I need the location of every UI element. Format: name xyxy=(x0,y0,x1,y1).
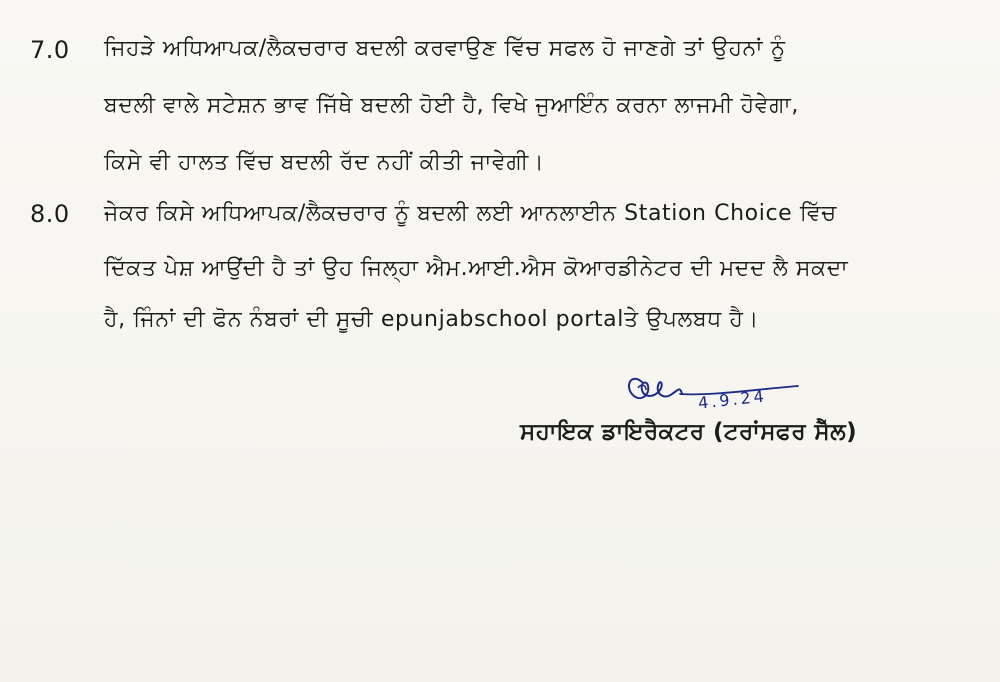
item-number: 8.0 xyxy=(30,200,70,228)
text-line: ਬਦਲੀ ਵਾਲੇ ਸਟੇਸ਼ਨ ਭਾਵ ਜਿੱਥੇ ਬਦਲੀ ਹੋਈ ਹੈ, ਵਿਖੇ ਜੁਆਇੰਨ ਕਰਨਾ ਲਾਜਮੀ ਹੋਵੇਗਾ, xyxy=(104,93,799,118)
text-line: ਜਿਹੜੇ ਅਧਿਆਪਕ/ਲੈਕਚਰਾਰ ਬਦਲੀ ਕਰਵਾਉਣ ਵਿੱਚ ਸਫਲ ਹੋ ਜਾਣਗੇ ਤਾਂ ਉਹਨਾਂ ਨੂੰ xyxy=(104,36,786,61)
text-line: ਦਿੱਕਤ ਪੇਸ਼ ਆਉਂਦੀ ਹੈ ਤਾਂ ਉਹ ਜਿਲ੍ਹਾ ਐਮ.ਆਈ.ਐਸ ਕੋਆਰਡੀਨੇਟਰ ਦੀ ਮਦਦ ਲੈ ਸਕਦਾ xyxy=(104,256,849,281)
signature-date: 4.9.24 xyxy=(697,386,768,413)
text-line: ਹੈ, ਜਿੰਨਾਂ ਦੀ ਫੋਨ ਨੰਬਰਾਂ ਦੀ ਸੂਚੀ epunjabschool portalਤੇ ਉਪਲਬਧ ਹੈ। xyxy=(104,307,759,332)
item-number: 7.0 xyxy=(30,36,70,64)
designation: ਸਹਾਇਕ ਡਾਇਰੈਕਟਰ (ਟਰਾਂਸਫਰ ਸੈੱਲ) xyxy=(520,419,857,445)
text-line: ਜੇਕਰ ਕਿਸੇ ਅਧਿਆਪਕ/ਲੈਕਚਰਾਰ ਨੂੰ ਬਦਲੀ ਲਈ ਆਨਲਾਈਨ Station Choice ਵਿੱਚ xyxy=(104,201,837,226)
text-line: ਕਿਸੇ ਵੀ ਹਾਲਤ ਵਿੱਚ ਬਦਲੀ ਰੱਦ ਨਹੀਂ ਕੀਤੀ ਜਾਵੇਗੀ। xyxy=(104,150,545,175)
